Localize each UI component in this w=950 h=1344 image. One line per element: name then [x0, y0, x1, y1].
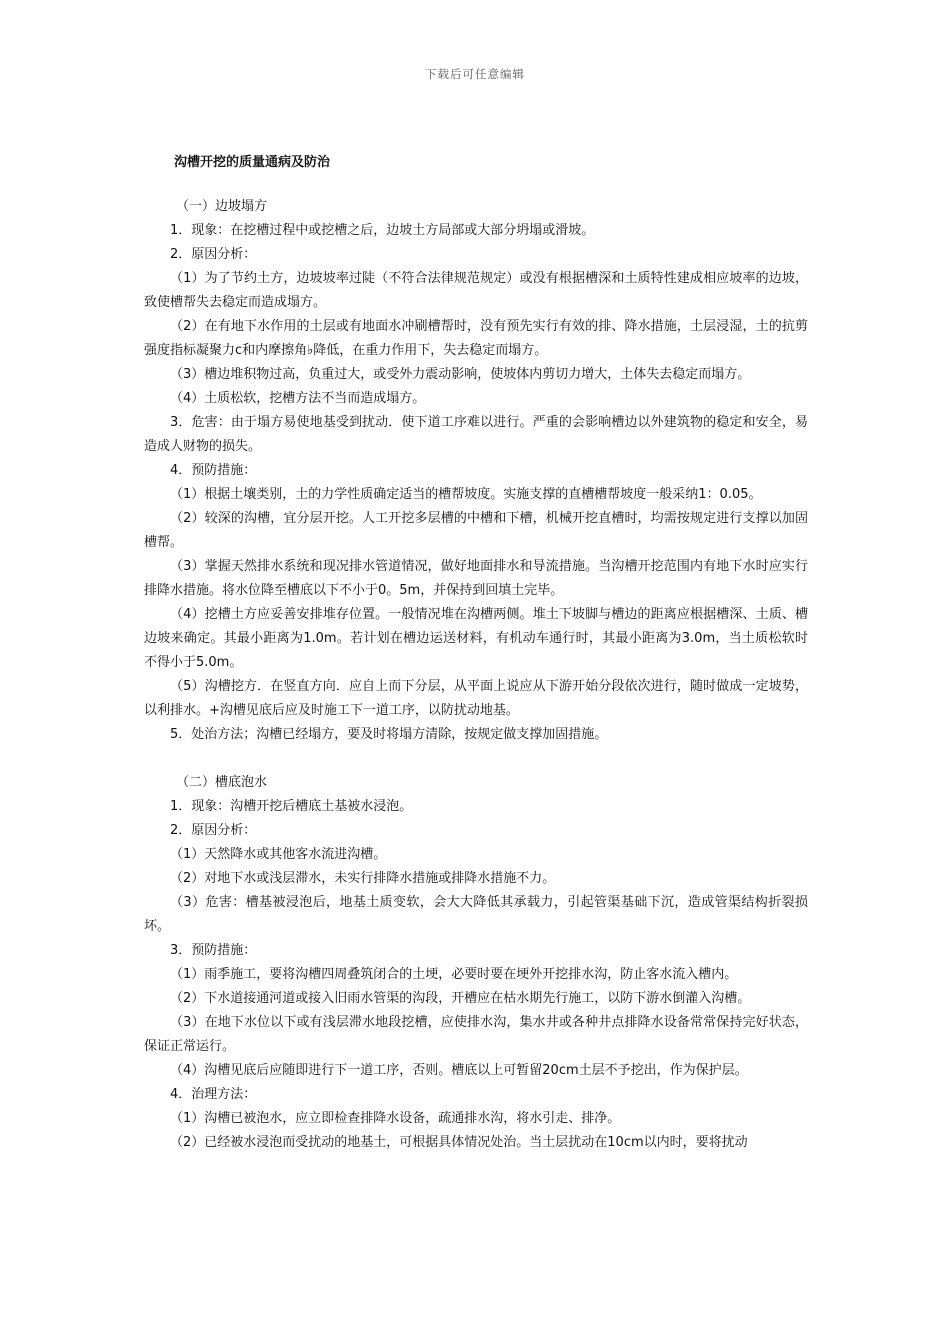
paragraph: 1．现象：在挖槽过程中或挖槽之后，边坡土方局部或大部分坍塌或滑坡。: [170, 223, 595, 238]
paragraph: （2）对地下水或浅层滞水，未实行排降水措施或排降水措施不力。: [170, 871, 556, 886]
document-body: [144, 195, 808, 1155]
paragraph: （2）较深的沟槽，宜分层开挖。人工开挖多层槽的中槽和下槽，机械开挖直槽时，均需按规定进行支撑以加固槽帮。: [144, 511, 808, 550]
paragraph: （1）根据土壤类别，土的力学性质确定适当的槽帮坡度。实施支撑的直槽槽帮坡度一般采纳1：0.05。: [170, 487, 762, 502]
paragraph: 3．危害：由于塌方易使地基受到扰动．使下道工序难以进行。严重的会影响槽边以外建筑物的稳定和安全，易造成人财物的损失。: [144, 415, 808, 454]
paragraph: （1）天然降水或其他客水流进沟槽。: [170, 847, 387, 862]
paragraph: （3）危害：槽基被浸泡后，地基土质变软，会大大降低其承载力，引起管渠基础下沉，造成管渠结构折裂损坏。: [144, 895, 808, 934]
section-heading: （一）边坡塌方: [176, 199, 268, 214]
paragraph: 3．预防措施：: [170, 943, 257, 958]
paragraph: （3）在地下水位以下或有浅层滞水地段挖槽，应使排水沟，集水井或各种井点排降水设备常常保持完好状态，保证正常运行。: [144, 1015, 808, 1054]
paragraph: （3）槽边堆积物过高，负重过大，或受外力震动影响，使坡体内剪切力增大，土体失去稳定而塌方。: [170, 367, 751, 382]
paragraph: （2）已经被水浸泡而受扰动的地基土，可根据具体情况处治。当土层扰动在10cm以内时，要将扰动: [170, 1135, 748, 1150]
document-title: 沟槽开挖的质量通病及防治: [174, 155, 331, 170]
paragraph: 5．处治方法；沟槽已经塌方，要及时将塌方清除，按规定做支撑加固措施。: [170, 727, 608, 742]
section-spacer: [144, 747, 808, 771]
paragraph: （5）沟槽挖方．在竖直方向．应自上而下分层，从平面上说应从下游开始分段依次进行，随时做成一定坡势，以利排水。+沟槽见底后应及时施工下一道工序，以防扰动地基。: [144, 679, 808, 718]
paragraph: （3）掌握天然排水系统和现况排水管道情况，做好地面排水和导流措施。当沟槽开挖范围内有地下水时应实行排降水措施。将水位降至槽底以下不小于0。5m，并保持到回填土完毕。: [144, 559, 808, 598]
paragraph: （4）土质松软，挖槽方法不当而造成塌方。: [170, 391, 426, 406]
paragraph: 1．现象：沟槽开挖后槽底土基被水浸泡。: [170, 799, 413, 814]
section-heading: （二）槽底泡水: [176, 775, 268, 790]
paragraph: （1）为了节约土方，边坡坡率过陡（不符合法律规范规定）或没有根据槽深和土质特性建成相应坡率的边坡，致使槽帮失去稳定而造成塌方。: [144, 271, 808, 310]
paragraph: 2．原因分析：: [170, 247, 257, 262]
paragraph: （4）挖槽土方应妥善安排堆存位置。一般情况堆在沟槽两侧。堆土下坡脚与槽边的距离应根据槽深、土质、槽边坡来确定。其最小距离为1.0m。若计划在槽边运送材料，有机动车通行时，其最小距离为3.0m，当土质松软时不得小于5.0m。: [144, 607, 808, 670]
paragraph: （1）沟槽已被泡水，应立即检查排降水设备，疏通排水沟，将水引走、排净。: [170, 1111, 621, 1126]
paragraph: （2）在有地下水作用的土层或有地面水冲刷槽帮时，没有预先实行有效的排、降水措施，土层浸湿，土的抗剪强度指标凝聚力c和内摩擦角♭降低，在重力作用下，失去稳定而塌方。: [144, 319, 808, 358]
paragraph: （4）沟槽见底后应随即进行下一道工序，否则。槽底以上可暂留20cm土层不予挖出，作为保护层。: [170, 1063, 748, 1078]
paragraph: 2．原因分析：: [170, 823, 257, 838]
page-header: 下载后可任意编辑: [425, 67, 525, 81]
paragraph: 4．治理方法：: [170, 1087, 257, 1102]
paragraph: 4．预防措施：: [170, 463, 257, 478]
paragraph: （1）雨季施工，要将沟槽四周叠筑闭合的土埂，必要时要在埂外开挖排水沟，防止客水流入槽内。: [170, 967, 738, 982]
paragraph: （2）下水道接通河道或接入旧雨水管渠的沟段，开槽应在枯水期先行施工，以防下游水倒灌入沟槽。: [170, 991, 751, 1006]
